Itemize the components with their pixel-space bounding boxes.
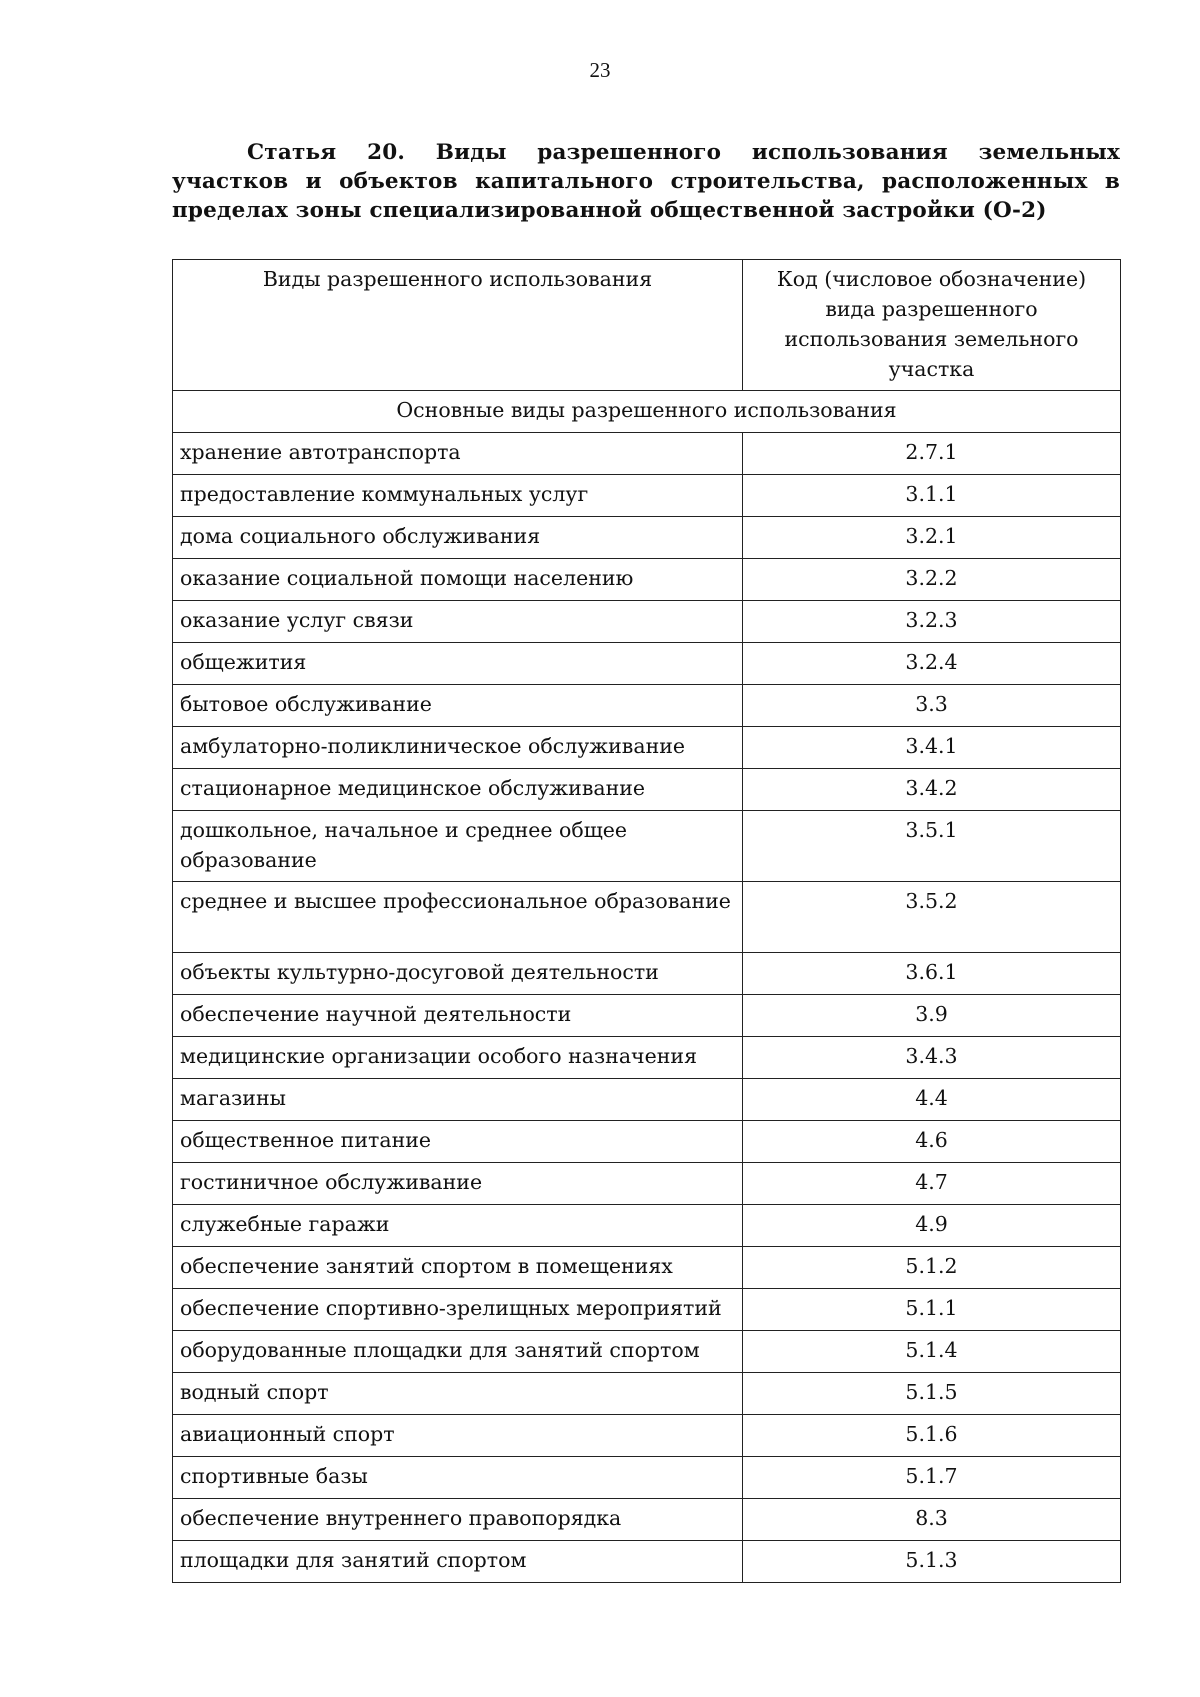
table-row — [173, 601, 1121, 643]
table-row — [173, 1037, 1121, 1079]
use-code: 3.4.3 — [743, 1037, 1121, 1079]
use-name: спортивные базы — [173, 1457, 743, 1499]
use-name: общежития — [173, 643, 743, 685]
use-name: предоставление коммунальных услуг — [173, 475, 743, 517]
table-row — [173, 433, 1121, 475]
table-row — [173, 1373, 1121, 1415]
table-row — [173, 769, 1121, 811]
table-row — [173, 475, 1121, 517]
table-row — [173, 1163, 1121, 1205]
table-row — [173, 882, 1121, 953]
table-row — [173, 1331, 1121, 1373]
use-name: объекты культурно-досуговой деятельности — [173, 953, 743, 995]
table-row — [173, 953, 1121, 995]
use-code: 4.4 — [743, 1079, 1121, 1121]
table-row — [173, 811, 1121, 882]
use-name: дошкольное, начальное и среднее общее образование — [173, 811, 743, 882]
use-name: водный спорт — [173, 1373, 743, 1415]
use-code: 3.2.2 — [743, 559, 1121, 601]
use-code: 5.1.4 — [743, 1331, 1121, 1373]
header-use-type: Виды разрешенного использования — [173, 260, 743, 391]
table-row — [173, 1247, 1121, 1289]
use-name: хранение автотранспорта — [173, 433, 743, 475]
use-name: служебные гаражи — [173, 1205, 743, 1247]
use-code: 5.1.7 — [743, 1457, 1121, 1499]
use-name: дома социального обслуживания — [173, 517, 743, 559]
table-row — [173, 1499, 1121, 1541]
table-row — [173, 1079, 1121, 1121]
use-name: площадки для занятий спортом — [173, 1541, 743, 1583]
use-name: гостиничное обслуживание — [173, 1163, 743, 1205]
use-name: авиационный спорт — [173, 1415, 743, 1457]
use-name: амбулаторно-поликлиническое обслуживание — [173, 727, 743, 769]
use-name: обеспечение научной деятельности — [173, 995, 743, 1037]
use-code: 3.2.4 — [743, 643, 1121, 685]
table-row — [173, 1541, 1121, 1583]
use-name: оказание социальной помощи населению — [173, 559, 743, 601]
use-code: 3.3 — [743, 685, 1121, 727]
use-name: среднее и высшее профессиональное образование — [173, 882, 743, 953]
use-code: 5.1.1 — [743, 1289, 1121, 1331]
permitted-uses-table — [172, 259, 1121, 1583]
use-code: 5.1.6 — [743, 1415, 1121, 1457]
use-code: 4.9 — [743, 1205, 1121, 1247]
table-header-row — [173, 260, 1121, 391]
use-name: обеспечение занятий спортом в помещениях — [173, 1247, 743, 1289]
use-code: 3.4.2 — [743, 769, 1121, 811]
page-number: 23 — [589, 58, 611, 82]
section-title: Основные виды разрешенного использования — [173, 391, 1121, 433]
use-code: 3.6.1 — [743, 953, 1121, 995]
table-row — [173, 559, 1121, 601]
table-row — [173, 995, 1121, 1037]
use-name: стационарное медицинское обслуживание — [173, 769, 743, 811]
use-code: 3.2.3 — [743, 601, 1121, 643]
use-code: 3.5.1 — [743, 811, 1121, 882]
use-code: 4.6 — [743, 1121, 1121, 1163]
use-name: магазины — [173, 1079, 743, 1121]
use-code: 5.1.5 — [743, 1373, 1121, 1415]
use-name: оборудованные площадки для занятий спортом — [173, 1331, 743, 1373]
table-row — [173, 643, 1121, 685]
section-row — [173, 391, 1121, 433]
table-row — [173, 1415, 1121, 1457]
table-row — [173, 517, 1121, 559]
use-code: 5.1.3 — [743, 1541, 1121, 1583]
use-name: обеспечение внутреннего правопорядка — [173, 1499, 743, 1541]
use-code: 5.1.2 — [743, 1247, 1121, 1289]
article-heading: Статья 20. Виды разрешенного использования земельных участков и объектов капитального строительства, расположенных в пределах зоны специализированной общественной застройки (О-2) — [172, 140, 1120, 223]
table-row — [173, 1457, 1121, 1499]
use-code: 3.4.1 — [743, 727, 1121, 769]
table-row — [173, 1121, 1121, 1163]
use-name: медицинские организации особого назначения — [173, 1037, 743, 1079]
use-code: 3.9 — [743, 995, 1121, 1037]
table-row — [173, 1289, 1121, 1331]
table-row — [173, 1205, 1121, 1247]
use-code: 4.7 — [743, 1163, 1121, 1205]
use-code: 3.1.1 — [743, 475, 1121, 517]
use-name: общественное питание — [173, 1121, 743, 1163]
use-name: оказание услуг связи — [173, 601, 743, 643]
use-name: бытовое обслуживание — [173, 685, 743, 727]
use-code: 2.7.1 — [743, 433, 1121, 475]
header-code: Код (числовое обозначение) вида разрешенного использования земельного участка — [743, 260, 1121, 391]
table-row — [173, 685, 1121, 727]
use-code: 3.5.2 — [743, 882, 1121, 953]
table-row — [173, 727, 1121, 769]
use-name: обеспечение спортивно-зрелищных мероприятий — [173, 1289, 743, 1331]
use-code: 8.3 — [743, 1499, 1121, 1541]
use-code: 3.2.1 — [743, 517, 1121, 559]
